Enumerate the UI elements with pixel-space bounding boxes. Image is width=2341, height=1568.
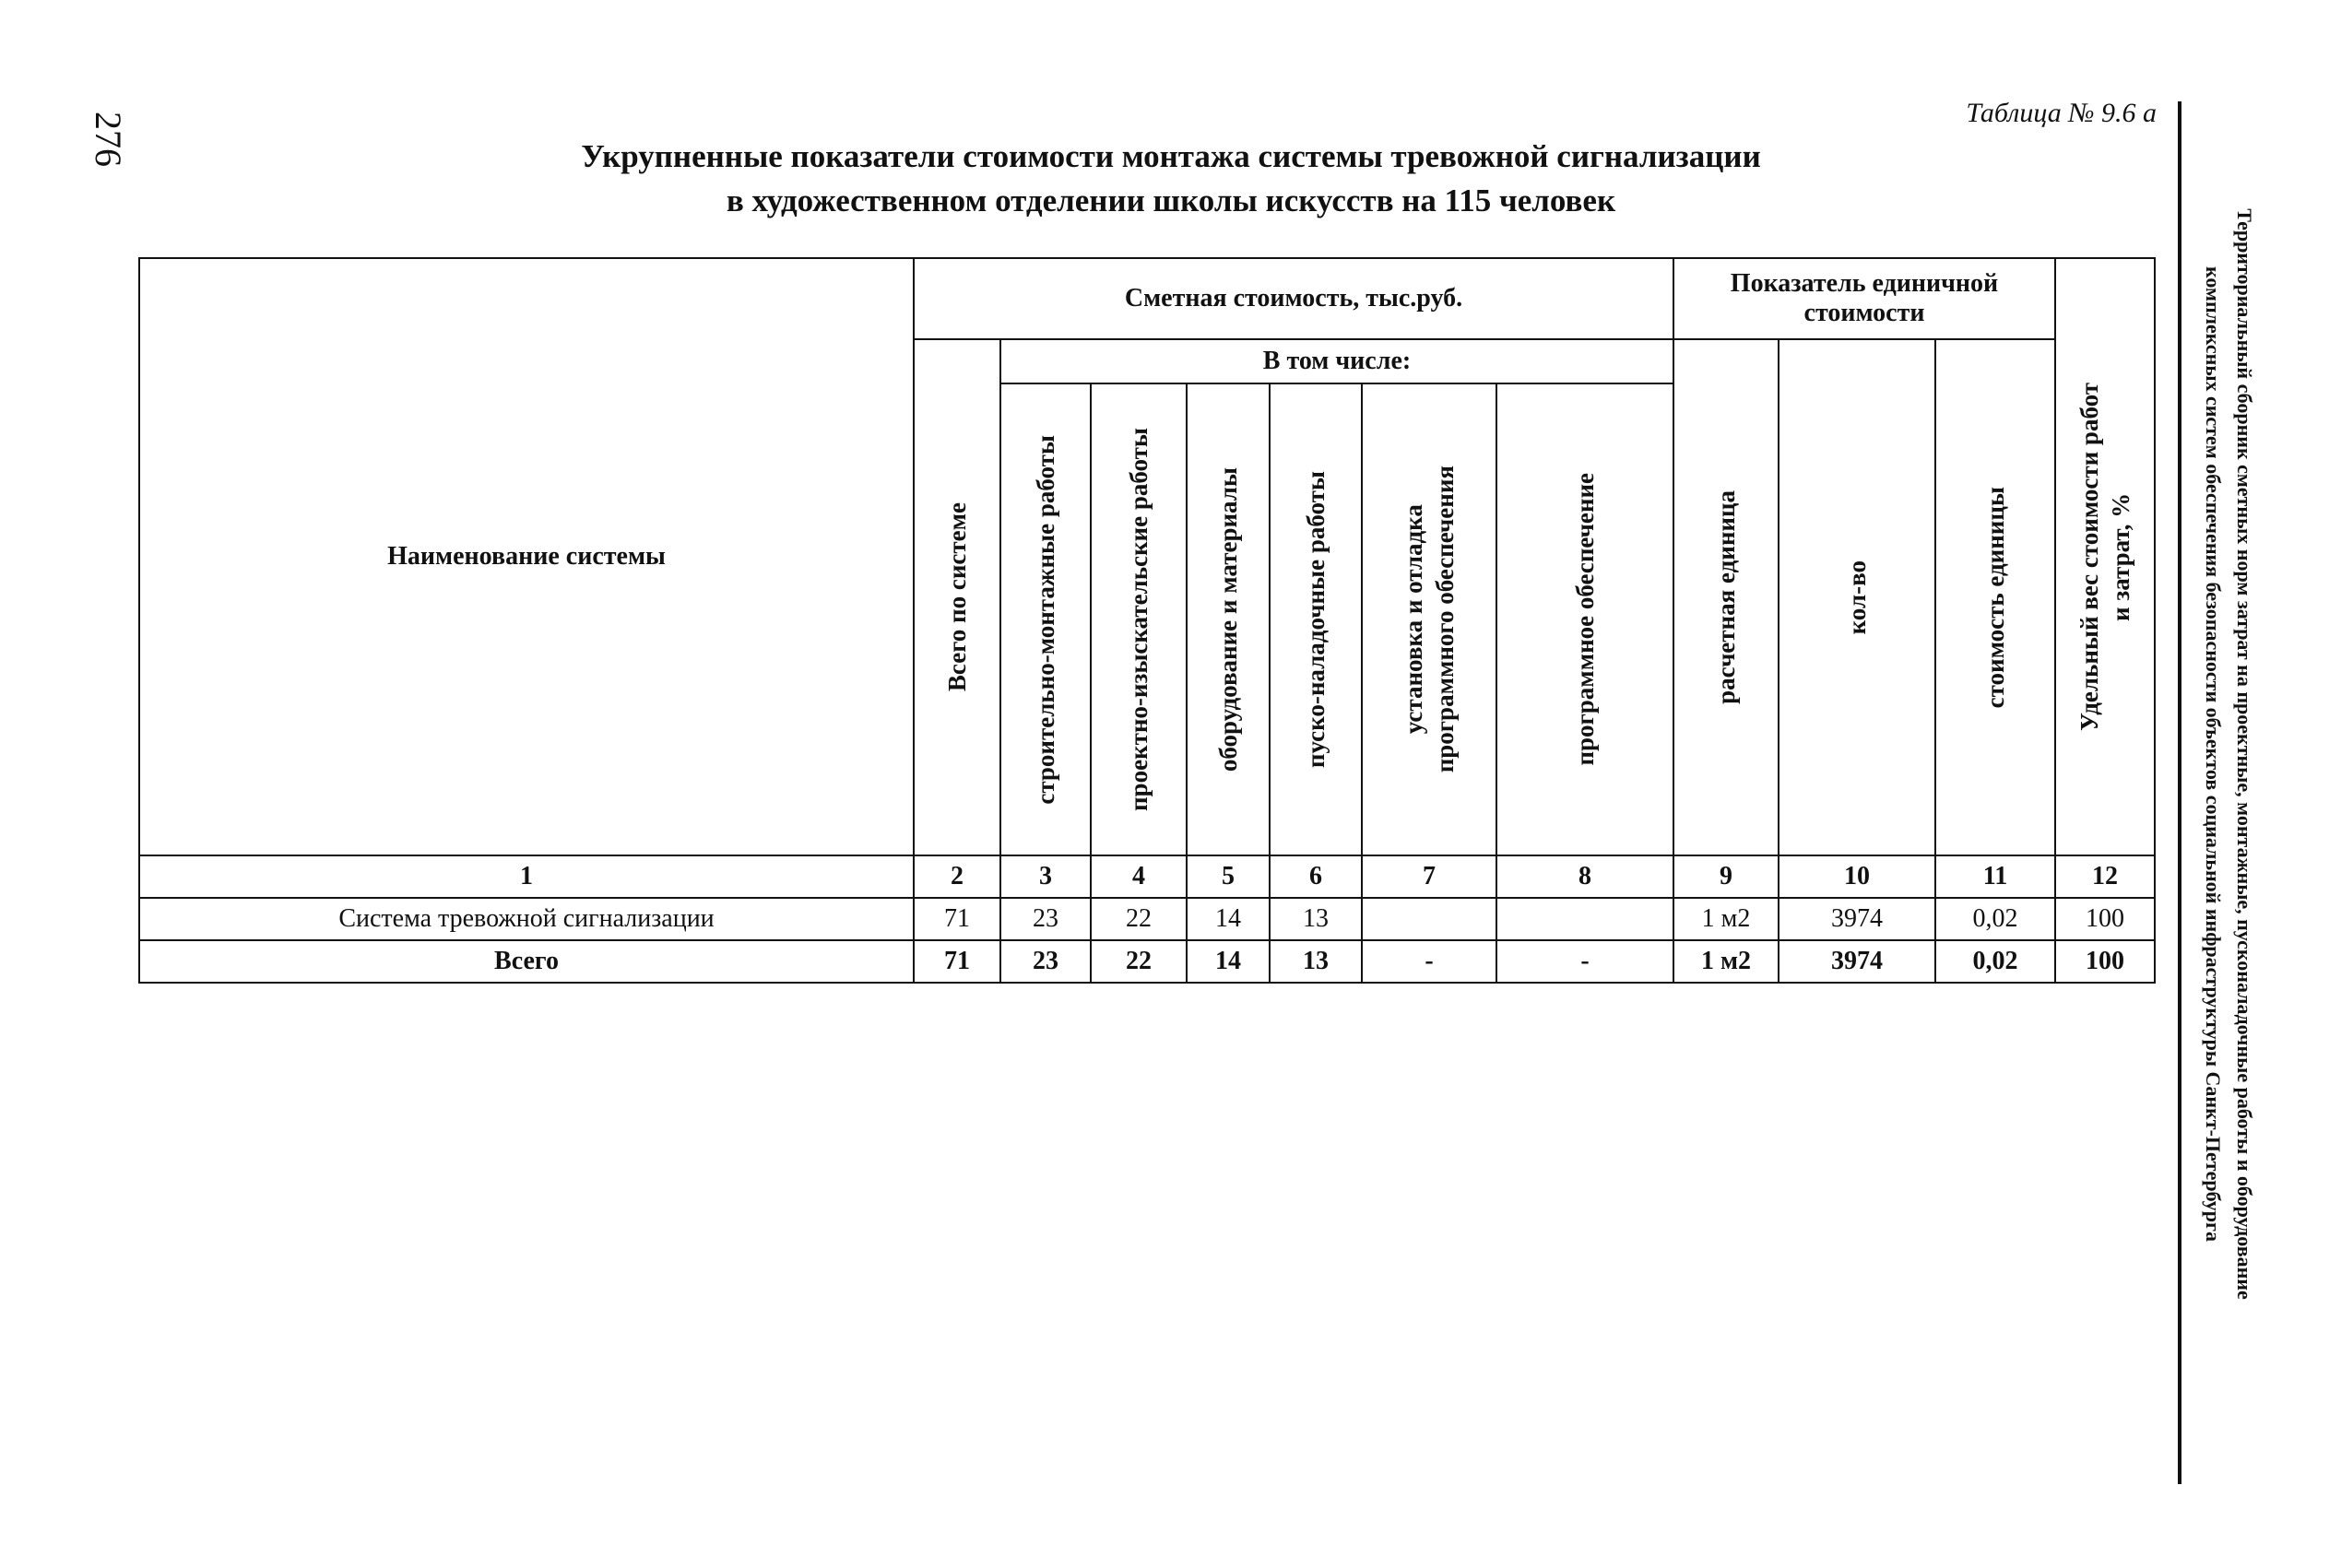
header-construction-cell	[1000, 383, 1091, 855]
header-commissioning-cell	[1270, 383, 1362, 855]
header-unit: расчетная единица	[1712, 490, 1740, 704]
title-line-1: Укрупненные показатели стоимости монтажа системы тревожной сигнализации	[581, 138, 1761, 174]
header-software-install: установка и отладка программного обеспечения	[1400, 466, 1459, 773]
col-num: 4	[1091, 855, 1187, 898]
cell-equipment: 14	[1187, 898, 1270, 940]
col-num: 8	[1496, 855, 1673, 898]
cell-software-install: -	[1362, 940, 1496, 983]
cell-construction: 23	[1000, 898, 1091, 940]
header-total-system: Всего по системе	[943, 502, 971, 692]
table-number: Таблица № 9.6 а	[1966, 98, 2157, 128]
header-construction: строительно-монтажные работы	[1032, 434, 1059, 805]
cell-share: 100	[2055, 898, 2155, 940]
header-design-cell	[1091, 383, 1187, 855]
cell-quantity: 3974	[1779, 940, 1935, 983]
table-row	[139, 898, 2155, 940]
row-name: Всего	[139, 940, 914, 983]
header-total-system-cell	[914, 339, 1000, 855]
cell-equipment: 14	[1187, 940, 1270, 983]
header-equipment: оборудование и материалы	[1214, 466, 1242, 772]
header-quantity: кол-во	[1843, 560, 1871, 635]
cell-design: 22	[1091, 940, 1187, 983]
cell-quantity: 3974	[1779, 898, 1935, 940]
header-estimated-cost: Сметная стоимость, тыс.руб.	[914, 258, 1673, 339]
header-software: программное обеспечение	[1571, 473, 1599, 766]
sidebar-line-2: комплексных систем обеспечения безопасности объектов социальной инфраструктуры Санкт-Петербурга	[2202, 266, 2225, 1242]
header-share-cell	[2055, 258, 2155, 855]
cell-software-install	[1362, 898, 1496, 940]
cell-total: 71	[914, 898, 1000, 940]
header-quantity-cell	[1779, 339, 1935, 855]
col-num: 1	[139, 855, 914, 898]
header-unit-cost: стоимость единицы	[1981, 486, 2009, 709]
col-num: 3	[1000, 855, 1091, 898]
row-name: Система тревожной сигнализации	[139, 898, 914, 940]
header-equipment-cell	[1187, 383, 1270, 855]
col-num: 7	[1362, 855, 1496, 898]
header-software-cell	[1496, 383, 1673, 855]
sidebar-line-1: Территориальный сборник сметных норм затрат на проектные, монтажные, пусконаладочные работы и оборудование	[2233, 208, 2256, 1300]
header-including: В том числе:	[1000, 339, 1673, 383]
header-unit-cost-cell	[1935, 339, 2055, 855]
cell-construction: 23	[1000, 940, 1091, 983]
page-title	[461, 135, 1881, 223]
cost-table	[138, 257, 2156, 984]
header-commissioning: пуско-наладочные работы	[1302, 470, 1330, 769]
cell-commissioning: 13	[1270, 898, 1362, 940]
cell-software: -	[1496, 940, 1673, 983]
cell-unit-cost: 0,02	[1935, 898, 2055, 940]
col-num: 5	[1187, 855, 1270, 898]
sidebar-caption	[2188, 100, 2260, 1409]
column-number-row	[139, 855, 2155, 898]
margin-rule	[2178, 101, 2181, 1484]
col-num: 12	[2055, 855, 2155, 898]
col-num: 6	[1270, 855, 1362, 898]
total-row	[139, 940, 2155, 983]
cell-software	[1496, 898, 1673, 940]
header-system-name: Наименование системы	[139, 258, 914, 855]
title-line-2: в художественном отделении школы искусств на 115 человек	[726, 183, 1616, 218]
header-unit-cell	[1673, 339, 1779, 855]
col-num: 11	[1935, 855, 2055, 898]
header-design: проектно-изыскательские работы	[1125, 428, 1153, 811]
cell-share: 100	[2055, 940, 2155, 983]
header-unit-indicator: Показатель единичной стоимости	[1673, 258, 2055, 339]
col-num: 10	[1779, 855, 1935, 898]
cell-unit: 1 м2	[1673, 898, 1779, 940]
cell-total: 71	[914, 940, 1000, 983]
page-number: 276	[88, 112, 129, 167]
col-num: 9	[1673, 855, 1779, 898]
header-software-install-cell	[1362, 383, 1496, 855]
col-num: 2	[914, 855, 1000, 898]
cell-unit-cost: 0,02	[1935, 940, 2055, 983]
cell-unit: 1 м2	[1673, 940, 1779, 983]
cell-commissioning: 13	[1270, 940, 1362, 983]
header-share: Удельный вес стоимости работ и затрат, %	[2075, 383, 2134, 731]
cell-design: 22	[1091, 898, 1187, 940]
